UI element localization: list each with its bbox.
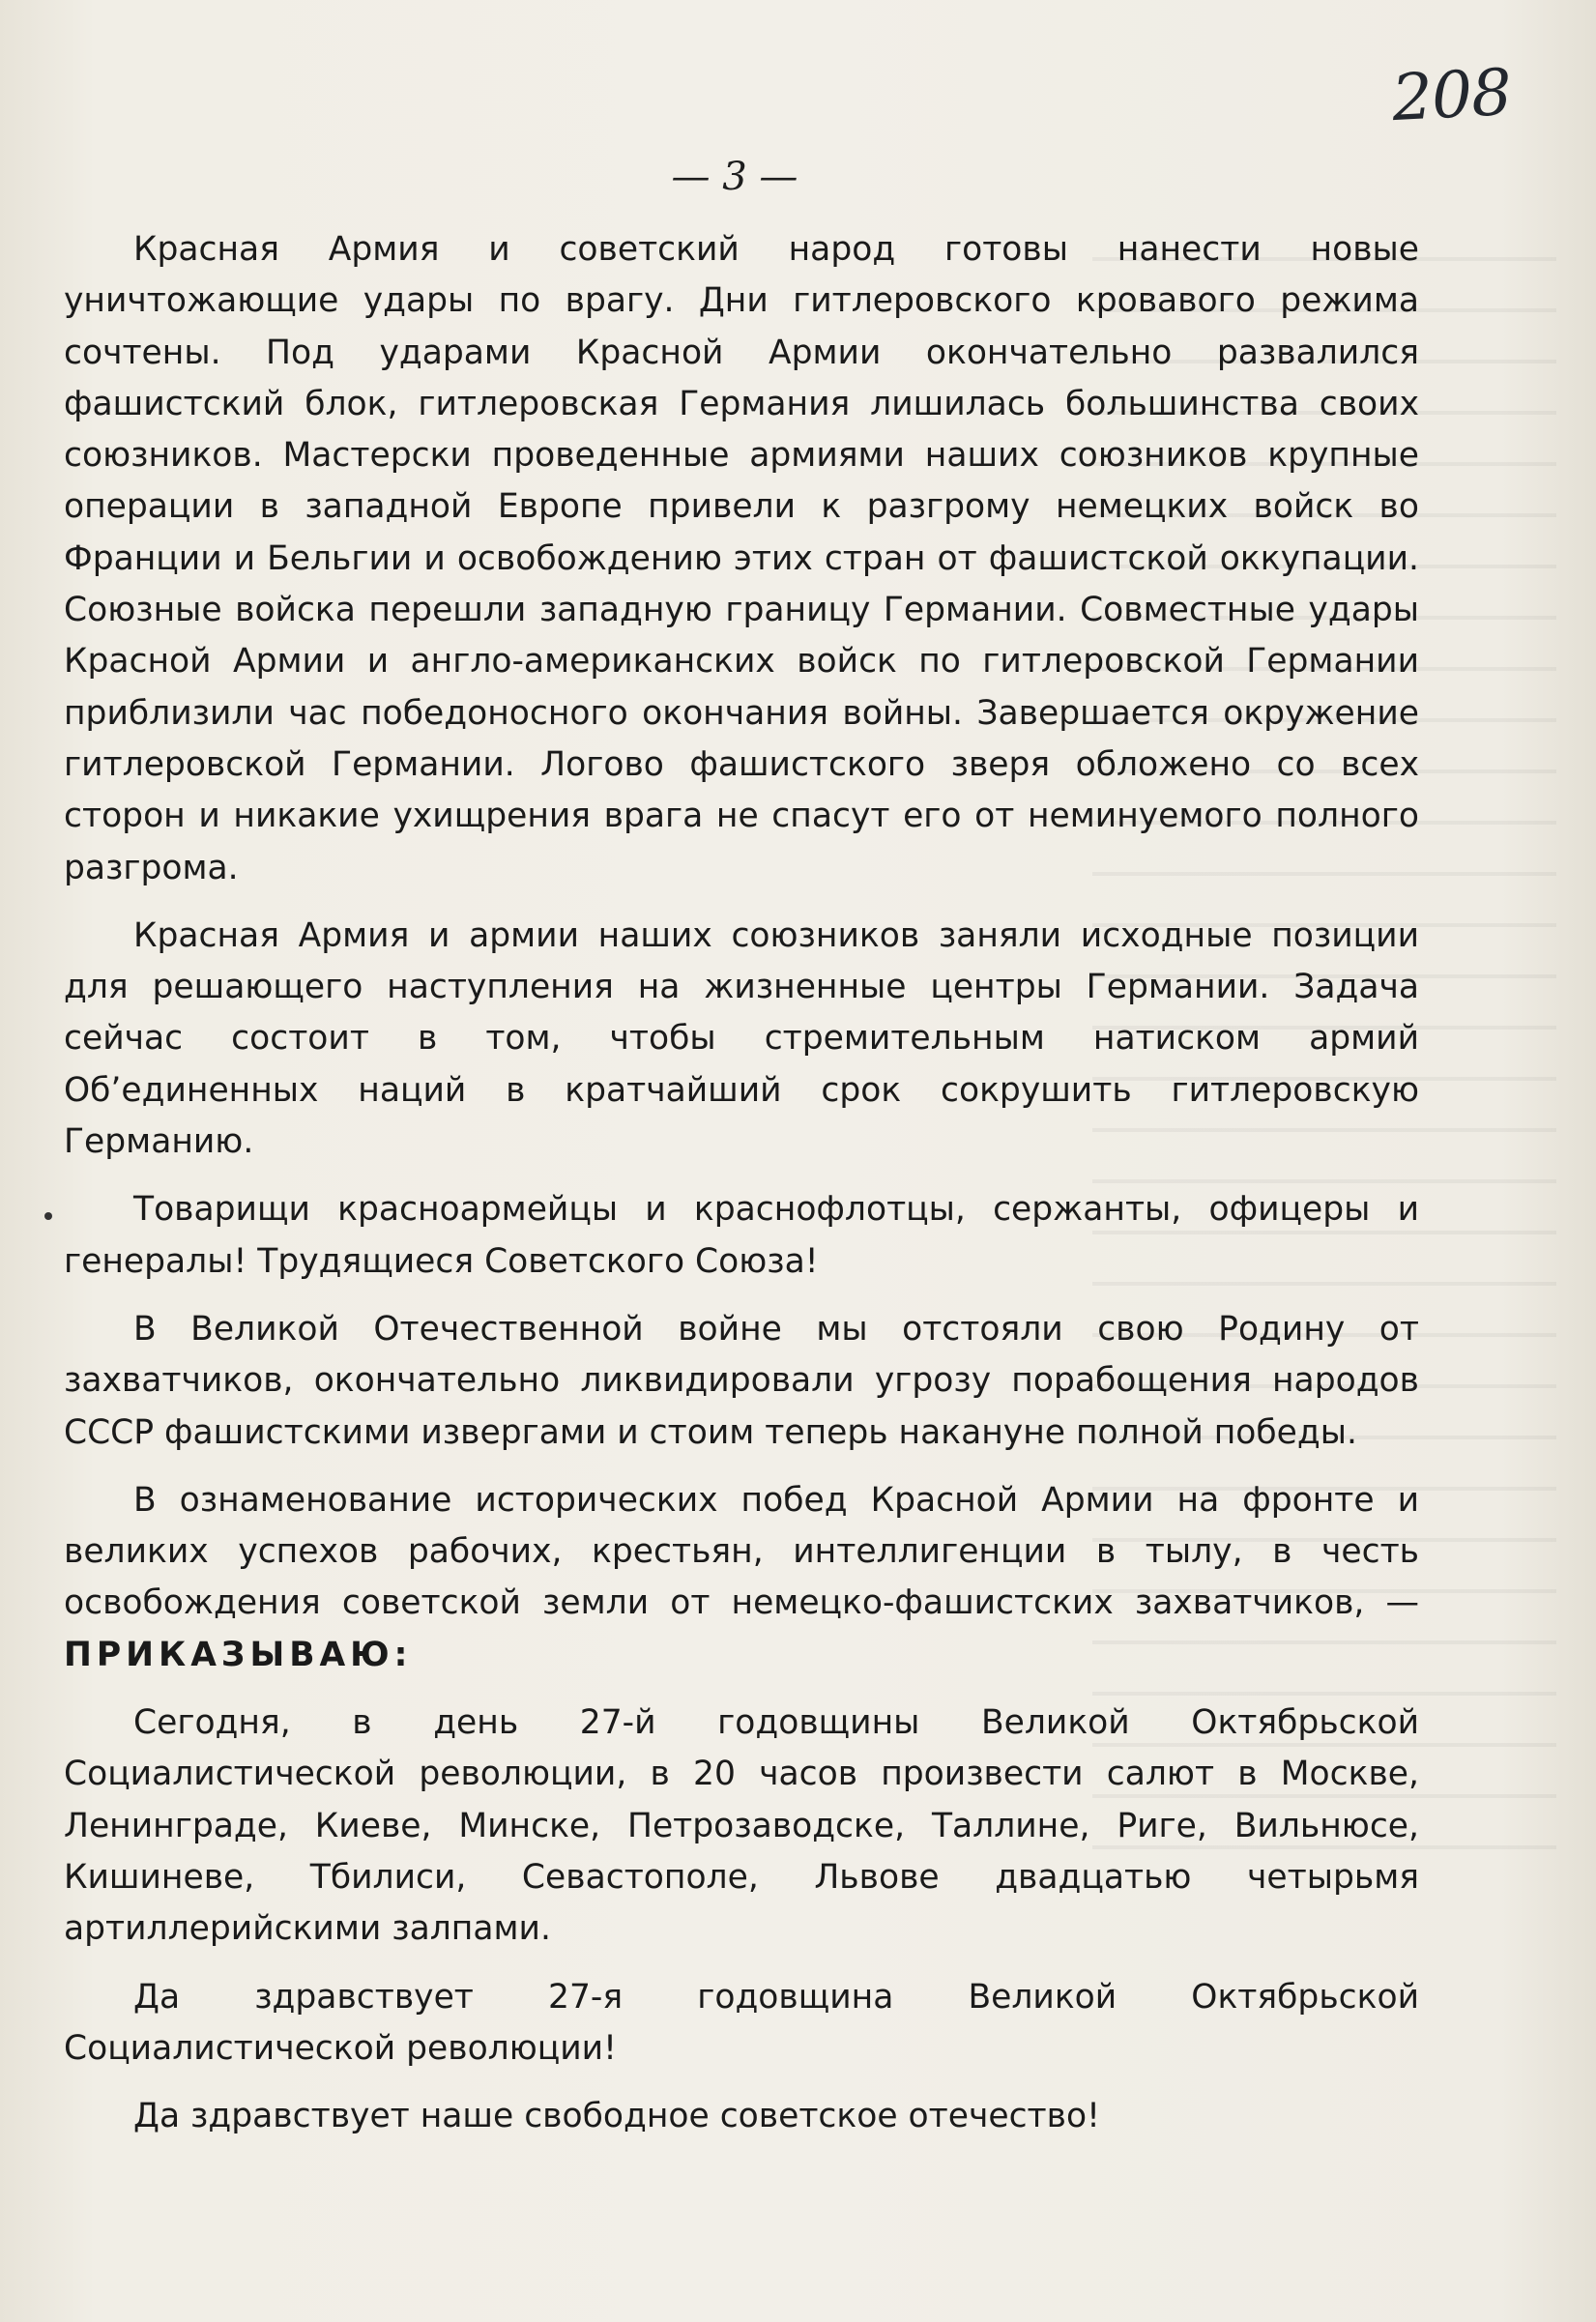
paragraph-5 (64, 1475, 1419, 1681)
archive-page-number: 208 (1390, 54, 1513, 136)
paragraph-2: Красная Армия и армии наших союзников заняли исходные позиции для решающего наступления на жизненные центры Германии. Задача сейчас состоит в том, чтобы стремительным натиском армий Об’единенных наций в кратчайший срок сокрушить гитлеровскую Германию. (64, 915, 1419, 1162)
paragraph-5-text: В ознаменование исторических побед Красной Армии на фронте и великих успехов рабочих, крестьян, интеллигенции в тылу, в честь освобождения советской земли от немецко-фашистских захватчиков, — (64, 1480, 1419, 1623)
document-body (64, 224, 1419, 2142)
margin-dot (44, 1212, 52, 1220)
paragraph-6: Сегодня, в день 27-й годовщины Великой Октябрьской Социалистической революции, в 20 часов произвести салют в Москве, Ленинграде, Киеве, Минске, Петрозаводске, Таллине, Риге, Вильнюсе, Кишиневе, Тбилиси, Севастополе, Львове двадцатью четырьмя артиллерийскими залпами. (64, 1703, 1419, 1949)
order-word: ПРИКАЗЫВАЮ: (64, 1635, 413, 1674)
paragraph-4: В Великой Отечественной войне мы отстояли свою Родину от захватчиков, окончательно ликвидировали угрозу порабощения народов СССР фашистскими извергами и стоим теперь накануне полной победы. (64, 1309, 1419, 1452)
page-number: — 3 — (671, 155, 798, 199)
paragraph-1: Красная Армия и советский народ готовы нанести новые уничтожающие удары по врагу. Дни гитлеровского кровавого режима сочтены. Под ударами Красной Армии окончательно развалился фашистский блок, гитлеровская Германия лишилась большинства своих союзников. Мастерски проведенные армиями наших союзников крупные операции в западной Европе привели к разгрому немецких войск во Франции и Бельгии и освобождению этих стран от фашистской оккупации. Союзные войска перешли западную границу Германии. Совместные удары Красной Армии и англо-американских войск по гитлеровской Германии приблизили час победоносного окончания войны. Завершается окружение гитлеровской Германии. Логово фашистского зверя обложено со всех сторон и никакие ухищрения врага не спасут его от неминуемого полного разгрома. (64, 230, 1419, 887)
paragraph-8: Да здравствует наше свободное советское отечество! (133, 2097, 1100, 2136)
paragraph-7: Да здравствует 27-я годовщина Великой Октябрьской Социалистической революции! (64, 1977, 1419, 2068)
paragraph-3: Товарищи красноармейцы и краснофлотцы, сержанты, офицеры и генералы! Трудящиеся Советского Союза! (64, 1190, 1419, 1281)
